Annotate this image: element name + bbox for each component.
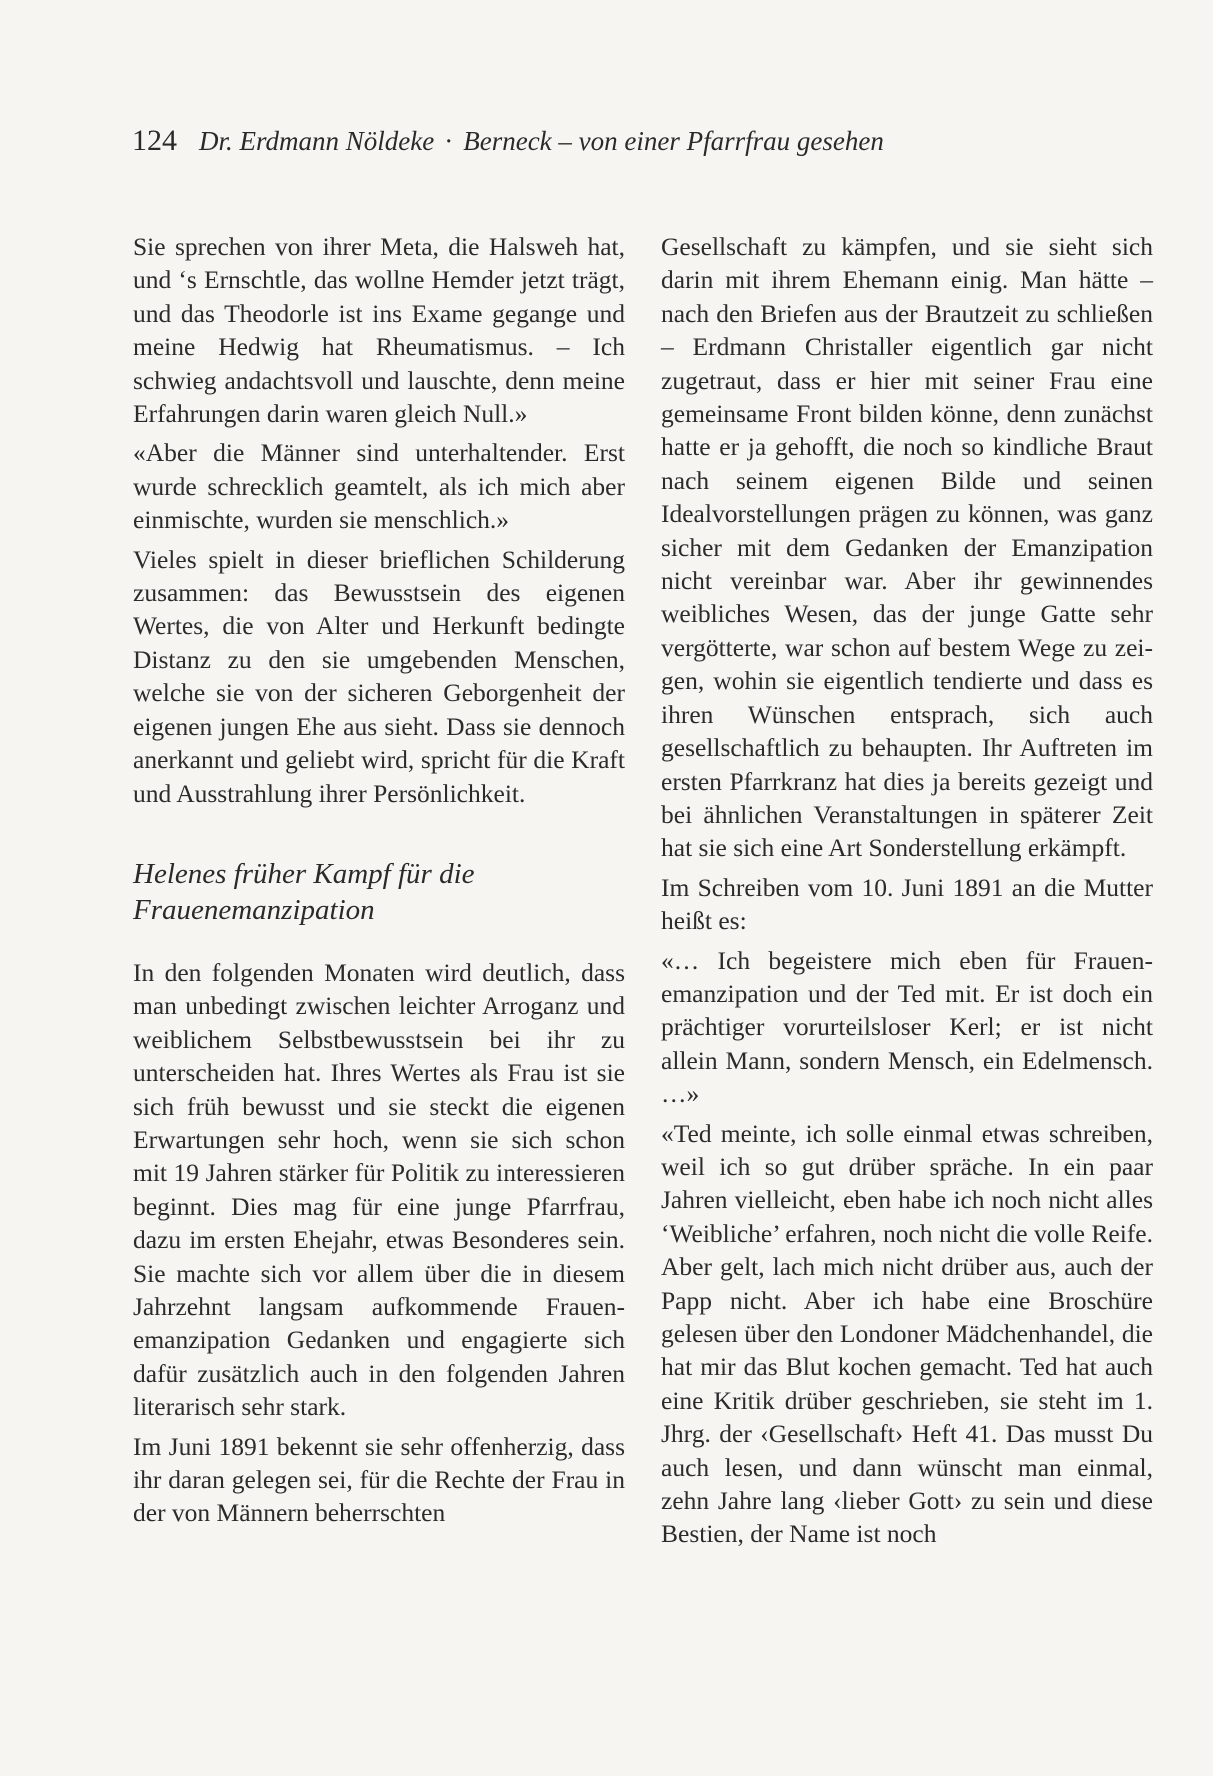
page-number: 124: [132, 124, 177, 157]
paragraph: Vieles spielt in dieser brieflichen Schilderung zusammen: das Bewusstsein des eigenen Wertes, die von Alter und Herkunft bedingte Distanz zu den sie umgebenden Menschen, welche sie von der sicheren Geborgenheit der eigenen jungen Ehe aus sieht. Dass sie dennoch anerkannt und geliebt wird, spricht für die Kraft und Ausstrahlung ihrer Persönlichkeit.: [133, 544, 625, 808]
paragraph: «Ted meinte, ich solle einmal etwas schreiben, weil ich so gut drüber spräche. In ein paar Jahren vielleicht, eben habe ich noch nicht alles ‘Weibliche’ erfahren, noch nicht die volle Reife. Aber gelt, lach mich nicht drüber aus, auch der Papp nicht. Aber ich habe eine Broschüre gelesen über den Londoner Mädchenhandel, die hat mir das Blut kochen gemacht. Ted hat auch eine Kritik drüber geschrieben, sie steht im 1. Jhrg. der ‹Gesellschaft› Heft 41. Das musst Du auch lesen, und dann wünscht man einmal, zehn Jahre lang ‹lieber Gott› zu sein und diese Bestien, der Name ist noch: [661, 1118, 1153, 1549]
header-separator: ·: [444, 126, 454, 156]
paragraph: «Aber die Männer sind unterhaltender. Erst wurde schrecklich geamtelt, als ich mich aber einmischte, wurden sie menschlich.»: [133, 438, 625, 535]
right-column: [661, 230, 1153, 1551]
running-header: [132, 124, 884, 158]
paragraph: Im Schreiben vom 10. Juni 1891 an die Mutter heißt es:: [661, 872, 1153, 936]
section-heading: Helenes früher Kampf für die Frauenemanzipation: [133, 857, 475, 926]
header-author: Dr. Erdmann Nöldeke: [199, 126, 435, 156]
paragraph: Sie sprechen von ihrer Meta, die Halsweh hat, und ‘s Ernschtle, das wollne Hemder jetzt trägt, und das Theodorle ist ins Exame gegange und meine Hedwig hat Rheumatismus. – Ich schwieg andachtsvoll und lauschte, denn meine Erfahrungen darin waren gleich Null.»: [133, 232, 625, 429]
left-column: [133, 230, 625, 1530]
paragraph: Gesellschaft zu kämpfen, und sie sieht sich darin mit ihrem Ehemann einig. Man hätte – nach den Briefen aus der Brautzeit zu schließen – Erdmann Christaller eigentlich gar nicht zugetraut, dass er hier mit seiner Frau eine gemeinsame Front bilden könne, denn zunächst hatte er ja gehofft, die noch so kindliche Braut nach seinem eigenen Bilde und seinen Idealvorstellungen prägen zu können, was ganz sicher mit dem Gedanken der Emanzipation nicht vereinbar war. Aber ihr gewinnendes weibliches Wesen, das der junge Gatte sehr vergötterte, war schon auf bestem Wege zu zeigen, wohin sie eigentlich tendierte und dass es ihren Wünschen entsprach, sich auch gesellschaftlich zu behaupten. Ihr Auftreten im ersten Pfarrkranz hat dies ja bereits gezeigt und bei ähnlichen Veranstaltungen in späterer Zeit hat sie sich eine Art Sonderstellung erkämpft.: [661, 232, 1153, 863]
header-title: Berneck – von einer Pfarrfrau gesehen: [463, 126, 884, 156]
paragraph: In den folgenden Monaten wird deutlich, dass man unbedingt zwischen leichter Arroganz und weiblichem Selbstbewusstsein bei ihr zu unterscheiden hat. Ihres Wertes als Frau ist sie sich früh bewusst und sie steckt die eigenen Erwartungen sehr hoch, wenn sie sich schon mit 19 Jahren stärker für Politik zu interessieren beginnt. Dies mag für eine junge Pfarrfrau, dazu im ersten Ehejahr, etwas Besonderes sein. Sie machte sich vor allem über die in diesem Jahrzehnt langsam aufkommende Frauenemanzipation Gedanken und engagierte sich dafür zusätzlich auch in den folgenden Jahren literarisch sehr stark.: [133, 957, 625, 1422]
paragraph: «… Ich begeistere mich eben für Frauenemanzipation und der Ted mit. Er ist doch ein prächtiger vorurteilsloser Kerl; er ist nicht allein Mann, sondern Mensch, ein Edelmensch. …»: [661, 945, 1153, 1109]
paragraph: Im Juni 1891 bekennt sie sehr offenherzig, dass ihr daran gelegen sei, für die Rechte der Frau in der von Männern beherrschten: [133, 1431, 625, 1528]
